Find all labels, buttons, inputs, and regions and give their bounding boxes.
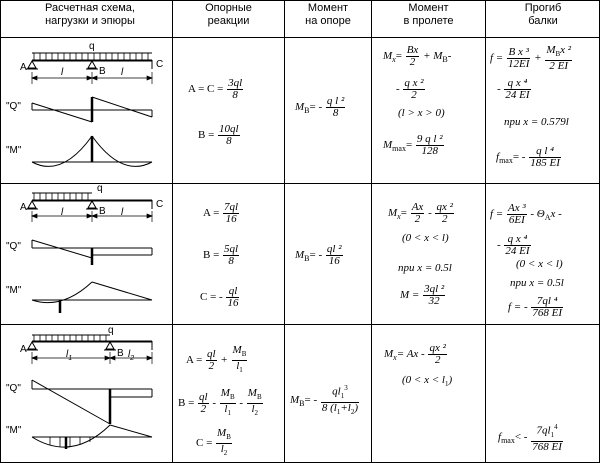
row1-m-label: "M"	[6, 145, 22, 156]
row3-shear-diagram	[32, 380, 152, 424]
row3-reaction-a: A = $\frac{ql}{2}$ + $\frac{M_B}{l_1}$	[186, 344, 247, 375]
row1-deflection-line2: - $\frac{\text{q x ⁴}}{24 EI}$	[497, 77, 530, 101]
row2-q-label: "Q"	[6, 241, 21, 252]
row2-deflection-max: f = - $\frac{\text{7ql ⁴}}{768 EI}$	[508, 295, 563, 319]
row3-reaction-c: C = $\frac{M_B}{l_2}$	[196, 427, 231, 458]
row1-span-condition: (l > x > 0)	[398, 107, 445, 119]
row1-support-c-label: C	[156, 59, 164, 70]
row1-support-b-label: B	[99, 66, 106, 77]
row2-deflection-line1: f = $\frac{\text{Ax ³}}{6EI}$ - $\Theta_Ax$ -	[490, 202, 562, 226]
row1-moment-diagram	[32, 136, 152, 166]
row3-support-a-label: A	[20, 344, 27, 355]
row2-span-condition: (0 < x < l)	[402, 232, 449, 244]
row1-shear-diagram	[32, 97, 152, 122]
row1-span-moment-line1: $M_x=$ $\frac{Bx}{2}$ + $M_B-$	[383, 44, 452, 68]
row3-load-label: q	[108, 325, 114, 336]
row2-span1-label: l	[61, 207, 64, 218]
header-span-moment: Момент в пролете	[403, 2, 454, 27]
row2-load-label: q	[97, 183, 103, 194]
row2-span-moment-line1: $M_x=$ $\frac{Ax}{2}$ - $\frac{\text{qx ²}}{2}$	[388, 201, 453, 225]
row2-moment-b: $M_B=$ - $\frac{\text{ql ²}}{16}$	[295, 243, 342, 267]
row1-deflection-at: при x = 0.579l	[504, 116, 569, 128]
header-deflection: Прогиб балки	[524, 2, 562, 27]
row2-support-a-label: A	[20, 202, 27, 213]
row1-span-moment-line2: - $\frac{\text{q x ²}}{2}$	[396, 77, 424, 101]
row3-span1-label: $l_1$	[66, 349, 73, 362]
row1-deflection-line1: f = $\frac{\text{B x ³}}{12EI}$ + $\frac{M_Bx ^2}{2 EI}$	[490, 44, 572, 73]
row2-span-at: при x = 0.5l	[398, 262, 452, 274]
row2-reaction-b: B = $\frac{5ql}{8}$	[203, 243, 239, 267]
row2-deflection-at: при x = 0.5l	[510, 277, 564, 289]
row2-deflection-line2: - $\frac{\text{q x ⁴}}{24 EI}$	[497, 233, 530, 257]
row2-beam-drawing	[26, 193, 152, 222]
row3-moment-diagram	[32, 425, 152, 449]
row3-span-condition: $(0 < x < l_1)$	[402, 374, 453, 389]
row2-deflection-condition: (0 < x < l)	[516, 258, 563, 270]
header-support-moment: Момент на опоре	[305, 2, 351, 27]
row1-reaction-ac: A = C = $\frac{3ql}{8}$	[188, 77, 243, 101]
row1-beam-drawing	[26, 53, 152, 84]
row3-deflection-max: $f_{max}<$ - $\frac{7ql_1^4}{768 EI}$	[498, 423, 562, 453]
row3-m-label: "M"	[6, 425, 22, 436]
row3-support-b-label: B	[117, 348, 124, 359]
row1-support-a-label: A	[20, 62, 27, 73]
row1-span1-label: l	[61, 67, 64, 78]
header-scheme: Расчетная схема, нагрузки и эпюры	[45, 2, 135, 27]
row2-support-c-label: C	[156, 199, 164, 210]
row2-support-b-label: B	[99, 206, 106, 217]
row3-reaction-b: B = $\frac{ql}{2}$ - $\frac{M_B}{l_1}$ - $\frac{M_B}{l_2}$	[178, 387, 262, 418]
row2-m-label: "M"	[6, 285, 22, 296]
row3-q-label: "Q"	[6, 383, 21, 394]
row1-reaction-b: B = $\frac{10ql}{8}$	[198, 123, 239, 147]
row1-span-moment-max: $M_{max}=$ $\frac{\text{9 q l ²}}{128}$	[383, 133, 443, 157]
row2-reaction-a: A = $\frac{7ql}{16}$	[203, 201, 239, 225]
row1-span2-label: l	[121, 67, 124, 78]
row1-deflection-max: $f_{max}=$ - $\frac{\text{q l ⁴}}{185 EI}$	[496, 145, 560, 169]
row2-moment-diagram	[32, 282, 152, 313]
header-reactions: Опорные реакции	[205, 2, 252, 27]
row2-shear-diagram	[32, 240, 152, 265]
row1-moment-b: $M_B=$ - $\frac{\text{q l ²}}{8}$	[295, 95, 345, 119]
row2-span2-label: l	[121, 207, 124, 218]
row3-moment-b: $M_B=$ - $\frac{ql_1^3}{8 (l_1+l_2)}$	[290, 384, 359, 417]
row1-load-label: q	[89, 41, 95, 52]
row1-q-label: "Q"	[6, 101, 21, 112]
row3-span2-label: $l_2$	[128, 349, 135, 362]
row2-reaction-c: C = - $\frac{ql}{16}$	[200, 285, 239, 309]
row2-span-moment-max: M = $\frac{\text{3ql ²}}{32}$	[400, 283, 445, 307]
row3-span-moment-line1: $M_x= Ax$ - $\frac{\text{qx ²}}{2}$	[384, 342, 446, 366]
